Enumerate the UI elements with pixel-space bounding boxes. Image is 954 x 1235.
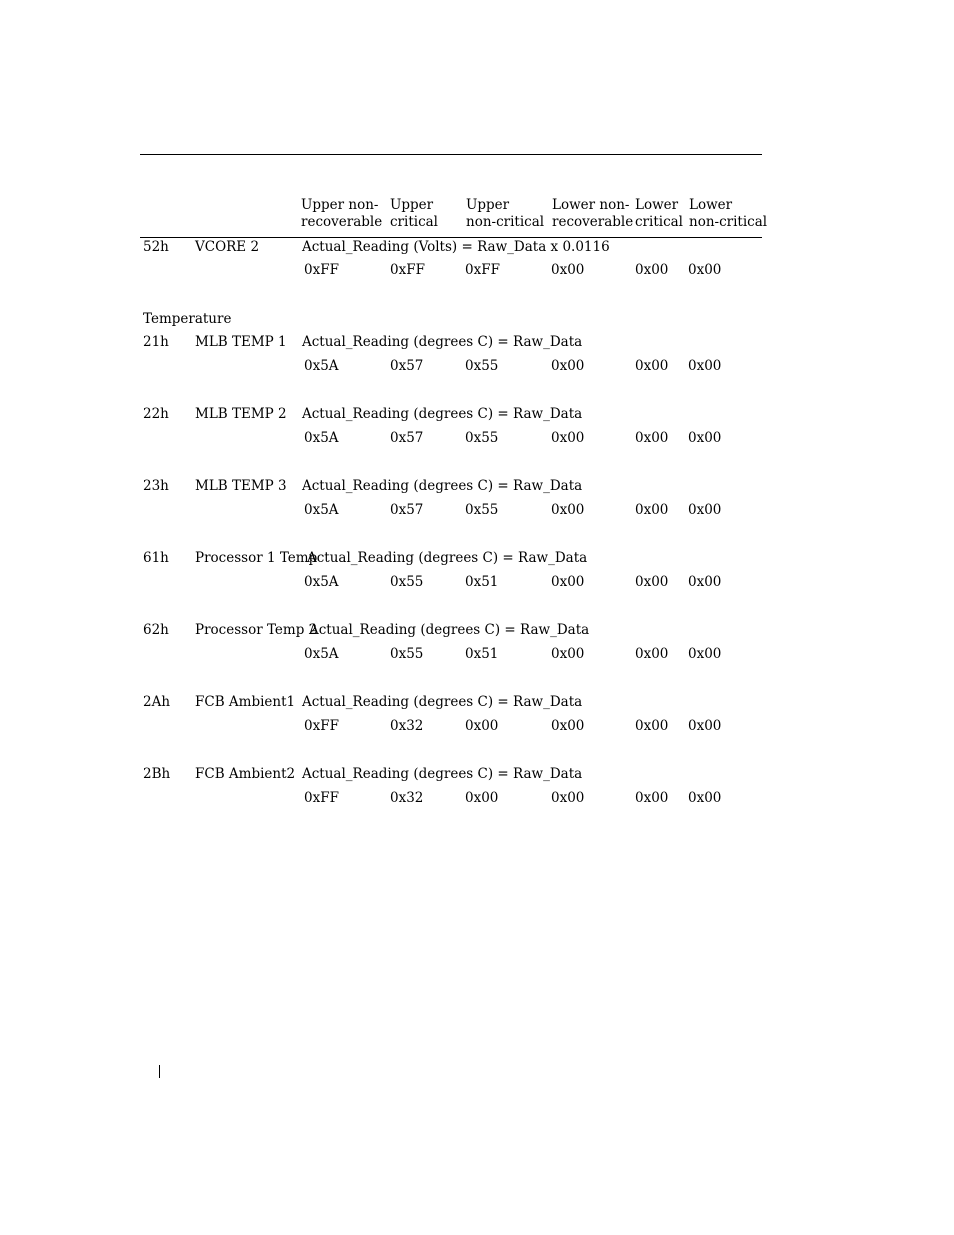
threshold-value: 0x57 [390, 502, 424, 518]
threshold-value: 0x55 [465, 430, 499, 446]
header-line: critical [635, 214, 684, 230]
section-label-temperature: Temperature [143, 311, 232, 327]
header-lower-non-critical [689, 197, 767, 231]
threshold-value: 0x00 [635, 718, 669, 734]
threshold-value: 0xFF [304, 790, 339, 806]
header-lower-critical [635, 197, 683, 231]
sensor-name: Processor 1 Temp [195, 550, 318, 566]
threshold-value: 0x55 [465, 358, 499, 374]
threshold-value: 0xFF [304, 718, 339, 734]
header-upper-critical [390, 197, 438, 231]
threshold-value: 0x00 [635, 790, 669, 806]
threshold-value: 0x5A [304, 646, 339, 662]
threshold-value: 0x55 [390, 646, 424, 662]
sensor-name: FCB Ambient2 [195, 766, 296, 782]
header-rule [140, 237, 762, 238]
sensor-id: 2Ah [143, 694, 171, 710]
threshold-value: 0x00 [688, 646, 722, 662]
threshold-value: 0x00 [688, 358, 722, 374]
threshold-value: 0x00 [551, 358, 585, 374]
sensor-formula: Actual_Reading (degrees C) = Raw_Data [302, 766, 583, 782]
sensor-formula: Actual_Reading (degrees C) = Raw_Data [302, 334, 583, 350]
threshold-value: 0x32 [390, 718, 424, 734]
threshold-value: 0x00 [688, 262, 722, 278]
threshold-value: 0x00 [635, 574, 669, 590]
sensor-id: 21h [143, 334, 169, 350]
sensor-name: MLB TEMP 2 [195, 406, 287, 422]
header-upper-non-recoverable [301, 197, 382, 231]
header-line: non-critical [466, 214, 545, 230]
header-line: recoverable [301, 214, 383, 230]
threshold-value: 0xFF [304, 262, 339, 278]
sensor-name: Processor Temp 2 [195, 622, 318, 638]
threshold-value: 0x51 [465, 574, 499, 590]
threshold-value: 0x00 [465, 718, 499, 734]
header-upper-non-critical [466, 197, 544, 231]
threshold-value: 0x51 [465, 646, 499, 662]
threshold-value: 0x00 [551, 790, 585, 806]
sensor-name: FCB Ambient1 [195, 694, 296, 710]
threshold-value: 0x55 [465, 502, 499, 518]
threshold-value: 0x00 [635, 358, 669, 374]
threshold-value: 0x00 [688, 718, 722, 734]
sensor-name: MLB TEMP 1 [195, 334, 287, 350]
header-line: Lower [689, 197, 733, 213]
sensor-formula: Actual_Reading (degrees C) = Raw_Data [307, 550, 588, 566]
threshold-value: 0x32 [390, 790, 424, 806]
sensor-id: 23h [143, 478, 169, 494]
threshold-value: 0x00 [688, 574, 722, 590]
threshold-value: 0x5A [304, 430, 339, 446]
header-line: recoverable [552, 214, 634, 230]
sensor-name: MLB TEMP 3 [195, 478, 287, 494]
header-line: Lower [635, 197, 679, 213]
top-rule [140, 154, 762, 155]
sensor-id: 22h [143, 406, 169, 422]
threshold-value: 0x00 [635, 646, 669, 662]
threshold-value: 0x57 [390, 358, 424, 374]
threshold-value: 0x00 [688, 430, 722, 446]
sensor-id: 62h [143, 622, 169, 638]
threshold-value: 0x00 [688, 790, 722, 806]
sensor-formula: Actual_Reading (Volts) = Raw_Data x 0.0116 [302, 239, 610, 255]
sensor-formula: Actual_Reading (degrees C) = Raw_Data [302, 478, 583, 494]
sensor-id: 61h [143, 550, 169, 566]
header-line: critical [390, 214, 439, 230]
threshold-value: 0x00 [551, 646, 585, 662]
threshold-value: 0x5A [304, 358, 339, 374]
change-bar [159, 1065, 160, 1078]
header-line: Upper non- [301, 197, 379, 213]
header-lower-non-recoverable [552, 197, 633, 231]
threshold-value: 0xFF [390, 262, 425, 278]
sensor-formula: Actual_Reading (degrees C) = Raw_Data [302, 406, 583, 422]
header-line: non-critical [689, 214, 768, 230]
header-line: Upper [466, 197, 510, 213]
threshold-value: 0x00 [551, 430, 585, 446]
threshold-value: 0x5A [304, 502, 339, 518]
sensor-formula: Actual_Reading (degrees C) = Raw_Data [309, 622, 590, 638]
threshold-value: 0x00 [551, 502, 585, 518]
header-line: Lower non- [552, 197, 630, 213]
threshold-value: 0x00 [635, 262, 669, 278]
threshold-value: 0x5A [304, 574, 339, 590]
threshold-value: 0x00 [635, 502, 669, 518]
threshold-value: 0x00 [635, 430, 669, 446]
sensor-id: 2Bh [143, 766, 171, 782]
threshold-value: 0xFF [465, 262, 500, 278]
threshold-value: 0x00 [551, 718, 585, 734]
threshold-value: 0x00 [688, 502, 722, 518]
header-line: Upper [390, 197, 434, 213]
threshold-value: 0x55 [390, 574, 424, 590]
sensor-formula: Actual_Reading (degrees C) = Raw_Data [302, 694, 583, 710]
sensor-name: VCORE 2 [195, 239, 260, 255]
sensor-id: 52h [143, 239, 169, 255]
threshold-value: 0x00 [551, 262, 585, 278]
threshold-value: 0x00 [551, 574, 585, 590]
threshold-value: 0x57 [390, 430, 424, 446]
threshold-value: 0x00 [465, 790, 499, 806]
